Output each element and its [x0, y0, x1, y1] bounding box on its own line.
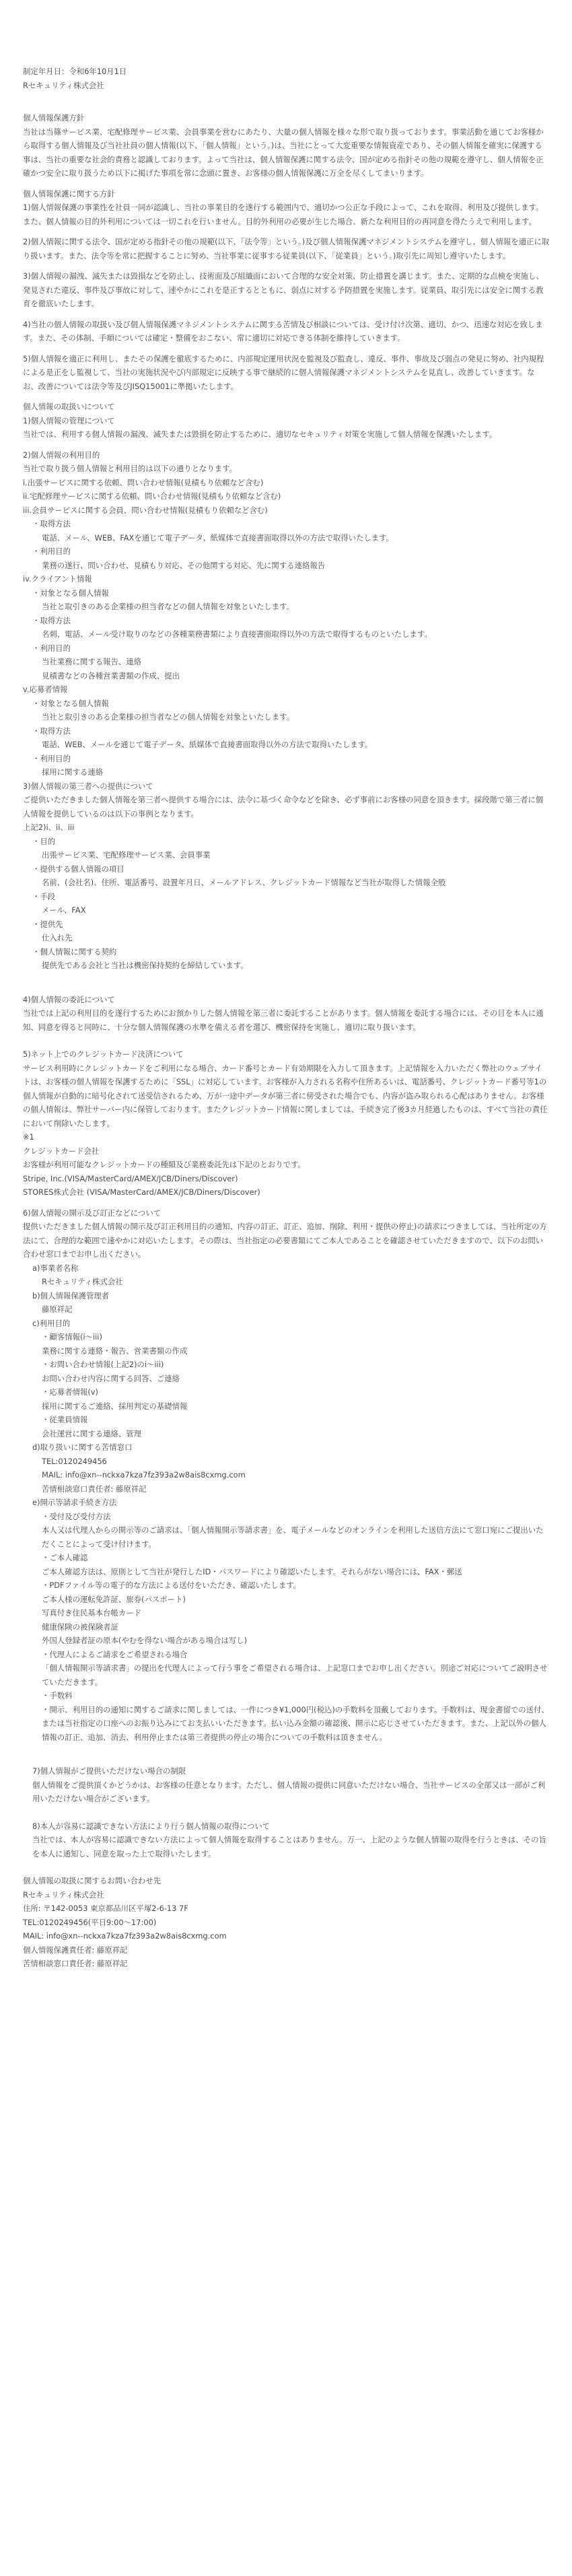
- text-line: 6)個人情報の開示及び訂正などについて: [23, 1208, 162, 1218]
- text-line: 藤原祥記: [42, 1304, 73, 1314]
- text-line: 当社で取り扱う個人情報と利用目的は以下の通りとなります。: [23, 464, 238, 473]
- text-line: STORES株式会社 (VISA/MasterCard/AMEX/JCB/Diners/Discover): [23, 1187, 260, 1197]
- text-line: Rセキュリティ株式会社: [23, 1889, 104, 1900]
- text-line: 個人情報保護方針: [23, 113, 85, 123]
- spacer: [23, 1199, 550, 1206]
- text-line: 業務に関する連絡・報告、営業書類の作成: [42, 1346, 188, 1356]
- text-line: iv.クライアント情報: [23, 574, 92, 584]
- spacer: [23, 973, 550, 993]
- text-line: ・提供する個人情報の項目: [32, 864, 124, 874]
- spacer: [23, 1860, 550, 1874]
- text-line: ・従業員情報: [42, 1415, 88, 1424]
- text-line: v.応募者情報: [23, 685, 68, 694]
- text-line: 4)個人情報の委託について: [23, 994, 115, 1004]
- text-line: i.出張サービスに関する依頼、問い合わせ情報(見積もり依頼など含む): [23, 477, 264, 487]
- text-line: 出張サービス業、宅配修理サービス業、会員事業: [42, 850, 211, 860]
- spacer: [23, 442, 550, 448]
- document-body: [23, 65, 550, 1971]
- text-line: 2)個人情報に関する法令、国が定める指針その他の規範(以下、「法令等」という。)及び個人情報保護マネジメントシステムを遵守し、個人情報を適正に取り扱います。また、法令等を常に把握することに努め、当社事業に従事する従業員(以下、「従業員」という。)取引先に周知し遵守いたします。: [23, 237, 550, 260]
- text-line: 5)ネット上でのクレジットカード決済について: [23, 1049, 184, 1059]
- text-line: ・対象となる個人情報: [32, 698, 109, 708]
- text-line: ・取得方法: [32, 519, 71, 528]
- text-line: 3)個人情報の第三者への提供について: [23, 781, 153, 791]
- text-line: ・手段: [32, 891, 56, 901]
- text-line: 当社では、利用する個人情報の漏洩、滅失または毀損を防止するために、適切なセキュリティ対策を実施して個人情報を保護いたします。: [23, 429, 497, 439]
- text-line: 当社では上記の利用目的を遂行するためにお預かりした個人情報を第三者に委託することがあります。個人情報を委託する場合には、その目を本人に通知、同意を得ると同時に、十分な個人情報保護の水準を備える者を選び、機密保持を実施し、適切に取り扱います。: [23, 1008, 544, 1032]
- contact-email-line[interactable]: MAIL: info@xn--nckxa7kza7fz393a2w8ais8cxmg.com: [42, 1470, 246, 1480]
- text-line: 電話、WEB、メールを通じて電子データ、紙媒体で直接書面取得以外の方法で取得いたします。: [42, 740, 373, 749]
- contact-email-line[interactable]: MAIL: info@xn--nckxa7kza7fz393a2w8ais8cxmg.com: [23, 1931, 227, 1941]
- text-line: ・代理人によるご請求をご希望される場合: [42, 1649, 188, 1659]
- text-line: a)事業者名称: [32, 1263, 79, 1273]
- text-line: ii.宅配修理サービスに関する依頼、問い合わせ情報(見積もり依頼など含む): [23, 491, 281, 501]
- text-line: 見積書などの各種営業書類の作成、提出: [42, 670, 180, 681]
- text-line: 会社運営に関する連絡、管理: [42, 1428, 142, 1438]
- text-line: ・お問い合わせ情報(上記2)のi〜iii): [42, 1360, 164, 1369]
- text-line: 個人情報の取扱いについて: [23, 402, 115, 411]
- text-line: TEL:0120249456: [42, 1456, 107, 1466]
- text-line: ・利用目的: [32, 643, 71, 653]
- text-line: Rセキュリティ株式会社: [42, 1277, 123, 1286]
- text-line: 採用に関する連絡: [42, 767, 104, 777]
- text-line: 苦情相談窓口責任者: 藤原祥記: [23, 1959, 128, 1968]
- text-line: ・顧客情報(i〜iii): [42, 1332, 102, 1342]
- spacer: [23, 1806, 550, 1819]
- text-line: ・提供先: [32, 919, 63, 929]
- text-line: 名前、(会社名)、住所、電話番号、設置年月日、メールアドレス、クレジットカード情報など当社が取得した情報全般: [42, 878, 446, 887]
- spacer: [23, 393, 550, 400]
- text-line: 1)個人情報の管理について: [23, 415, 115, 425]
- text-line: 提供先である会社と当社は機密保持契約を締結しています。: [42, 961, 248, 970]
- spacer: [23, 180, 550, 187]
- text-line: 外国人登録者証の原本(やむを得ない場合がある場合は写し): [42, 1636, 248, 1645]
- text-line: 「個人情報開示等請求書」の提出を代理人によって行う事をご希望される場合は、上記窓口までお申し出ください。別途ご対応についてご説明させていただきます。: [42, 1663, 548, 1687]
- text-line: ご本人確認方法は、原則として当社が発行したID・パスワードにより確認いたします。それらがない場合には、FAX・郵送: [42, 1566, 462, 1576]
- text-line: 写真付き住民基本台帳カード: [42, 1608, 142, 1617]
- text-line: Stripe, Inc.(VISA/MasterCard/AMEX/JCB/Diners/Discover): [23, 1173, 238, 1183]
- text-line: 当社業務に関する報告、連絡: [42, 657, 142, 666]
- text-line: 提供いただきました個人情報の開示及び訂正利用目的の通知、内容の訂正、訂正、追加、削除、利用・提供の停止)の請求につきましては、当社所定の方法にて、合理的な範囲で速やかに対応いたします。その際は、当社指定の必要書類にてご本人であることを確認させていただきますので、以下のお問い合わせ窓口までお申し出ください。: [23, 1222, 547, 1259]
- text-line: 個人情報保護責任者: 藤原祥記: [23, 1945, 128, 1955]
- text-line: メール、FAX: [42, 905, 86, 915]
- text-line: 当社と取引きのある企業様の担当者などの個人情報を対象といたします。: [42, 602, 294, 611]
- text-line: 本人又は代理人からの開示等のご請求は、「個人情報開示等請求書」を、電子メールなどのオンラインを利用した送信方法にて窓口宛にご提出いただくことによって受け付けます。: [42, 1525, 544, 1549]
- text-line: 3)個人情報の漏洩、滅失または毀損などを防止し、技術面及び組織面において合理的な安全対策、防止措置を講じます。また、定期的な点検を実施し、発見された違反、事件及び事故に対して、速やかにこれを是正するとともに、弱点に対する予防措置を実施します。従業員、取引先には安全に関する教育を徹底いたします。: [23, 271, 544, 308]
- text-line: 個人情報の取扱に関するお問い合わせ先: [23, 1876, 162, 1885]
- text-line: 住所: 〒142-0053 東京都品川区平塚2-6-13 7F: [23, 1904, 188, 1913]
- spacer: [23, 1034, 550, 1047]
- text-line: お問い合わせ内容に関する回答、ご連絡: [42, 1373, 180, 1383]
- text-line: ・対象となる個人情報: [32, 588, 109, 598]
- text-line: 上記2)i、ii、iii: [23, 823, 75, 832]
- text-line: Rセキュリティ株式会社: [23, 80, 104, 90]
- text-line: TEL:0120249456(平日9:00〜17:00): [23, 1917, 157, 1927]
- text-line: 個人情報保護に関する方針: [23, 188, 115, 199]
- text-line: ・取得方法: [32, 726, 71, 736]
- text-line: 5)個人情報を適正に利用し、またその保護を徹底するために、内部規定運用状況を監視及び監査し、違反、事件、事故及び弱点の発見に努め、社内規程による是正をし監視して、当社の実施状況やび内部規定に反映する事で継続的に個人情報保護マネジメントシステムを見直し、改善していきます。なお、改善については法令等及びJISQ15001に準拠いたします。: [23, 353, 544, 391]
- text-line: ・利用目的: [32, 547, 71, 556]
- text-line: ・取得方法: [32, 615, 71, 625]
- text-line: c)利用目的: [32, 1318, 71, 1328]
- text-line: ・開示、利用目的の通知に関するご請求に関しましては、一件につき¥1,000円(税込)の手数料を頂戴しております。手数料は、現金書留での送付、または当社指定の口座へのお振り込みにてお支払いいただきます。払い込み金額の確認後、開示に応じさせていただきます。また、上記以外の個人情報の訂正、追加、消去、利用停止または第三者提供の停止の場合についての手数料は頂きません。: [42, 1704, 549, 1742]
- text-line: 名刺、電話、メール受け取りのなどの各種業務書類により直接書面取得以外の方法で取得するものといたします。: [42, 629, 432, 639]
- text-line: 8)本人が容易に認識できない方法により行う個人情報の取得について: [32, 1821, 271, 1831]
- text-line: ・目的: [32, 836, 56, 846]
- text-line: サービス利用時にクレジットカードをご利用になる場合、カード番号とカード有効期限を入力して頂きます。上記情報を入力いただく弊社のウェブサイトは、お客様の個人情報を保護するために「SSL」に対応しています。お客様が入力される名称や住所あるいは、電話番号、クレジットカード番号等1の個人情報が自動的に暗号化されて送受信されるため、万が一途中データが第三者に傍受された場合でも、内容が盗み取られる心配はありません。お客様の個人情報は、弊社サーバー内に保管しております。またクレジットカード情報に関しましては、手続き完了後3カ月経過したものは、すべて当社の責任において削除いたします。: [23, 1063, 548, 1128]
- spacer: [23, 92, 550, 111]
- text-line: ・PDFファイル等の電子的な方法による送付をいただき、確認いたします。: [42, 1580, 301, 1590]
- text-line: iii.会員サービスに関する会員、問い合わせ情報(見積もり依頼など含む): [23, 505, 268, 515]
- text-line: 苦情相談窓口責任者: 藤原祥記: [42, 1484, 147, 1494]
- spacer: [23, 311, 550, 318]
- text-line: 1)個人情報保護の事業性を社員一同が認識し、当社の事業目的を遂行する範囲内で、適切かつ公正な手段によって、これを取得、利用及び提供します。また、個人情報の目的外利用については一切これを行いません。目的外利用の必要が生じた場合、新たな利用目的の再同意を得たうえで利用します。: [23, 203, 544, 226]
- text-line: ・個人情報に関する契約: [32, 946, 117, 956]
- text-line: 業務の遂行、問い合わせ、見積もり対応、その他関する対応、先に関する連絡報告: [42, 560, 326, 570]
- text-line: 当社と取引きのある企業様の担当者などの個人情報を対象といたします。: [42, 712, 294, 722]
- text-line: 仕入れ先: [42, 933, 73, 942]
- text-line: d)取り扱いに関する苦情窓口: [32, 1442, 133, 1452]
- spacer: [23, 345, 550, 352]
- text-line: ・手数料: [42, 1691, 73, 1700]
- text-line: ・受付及び受付方法: [42, 1511, 111, 1521]
- text-line: 採用に関するご連絡、採用判定の基礎情報: [42, 1401, 188, 1411]
- text-line: e)開示等請求手続き方法: [32, 1498, 117, 1507]
- spacer: [23, 263, 550, 269]
- text-line: 7)個人情報がご提供いただけない場合の制限: [32, 1766, 186, 1776]
- text-line: 個人情報をご提供頂くかどうかは、お客様の任意となります。ただし、個人情報の提供に同意いただけない場合、当社サービスの全部又は一部がご利用いただけない場合がございます。: [32, 1780, 546, 1803]
- spacer: [23, 228, 550, 235]
- text-line: 4)当社の個人情報の取扱い及び個人情報保護マネジメントシステムに関する苦情及び相談については、受け付け次第、適切、かつ、迅速な対応を致します。また、その体制、手順については確定・整備をおこない、常に適切に対応できる体制を維持していきます。: [23, 319, 543, 343]
- text-line: 制定年月日：令和6年10月1日: [23, 67, 127, 76]
- text-line: 健康保険の被保険者証: [42, 1622, 118, 1632]
- text-line: 当社は当篠サービス業、宅配修理サービス業、会員事業を営むにあたり、大量の個人情報を様々な形で取り扱っております。事業活動を通じてお客様から取得する個人情報及び当社社員の個人情報(以下、「個人情報」という。)は、当社にとって大変重要な情報資産であり、その個人情報を確実に保護する事は、当社の重要な社会的責務と認識しております。よって当社は、個人情報保護に関する法令、国が定める指針その他の規範を遵守し、個人情報を正確かつ安全に取り扱うため以下に掲げた事項を常に念頭に置き、お客様の個人情報保護に万全を尽くしてまいります。: [23, 127, 544, 178]
- text-line: ※1: [23, 1132, 34, 1142]
- text-line: ・ご本人確認: [42, 1553, 88, 1562]
- text-line: 2)個人情報の利用目的: [23, 450, 100, 460]
- text-line: ご本人様の運転免許証、旅券(パスポート): [42, 1594, 186, 1604]
- text-line: ・利用目的: [32, 753, 71, 763]
- text-line: クレジットカード会社: [23, 1146, 100, 1156]
- text-line: 電話、メール、WEB、FAXを通じて電子データ、紙媒体で直接書面取得以外の方法で取得いたします。: [42, 532, 394, 543]
- text-line: ・応募者情報(v): [42, 1387, 98, 1397]
- text-line: 当社では、本人が容易に認識できない方法によって個人情報を取得することはありません。万一、上記のような個人情報の取得を行うときは、その旨を本人に通知し、同意を取った上で取得いたします。: [32, 1835, 546, 1858]
- text-line: ご提供いただきました個人情報を第三者へ提供する場合には、法令に基づく命令などを除き、必ず事前にお客様の同意を頂きます。採段階で第三者に個人情報を提供しているのは以下の事例となります。: [23, 795, 544, 819]
- text-line: お客様が利用可能なクレジットカードの種類及び業務委託先は下記のとおりです。: [23, 1160, 306, 1169]
- text-line: b)個人情報保護管理者: [32, 1290, 110, 1300]
- spacer: [23, 1744, 550, 1764]
